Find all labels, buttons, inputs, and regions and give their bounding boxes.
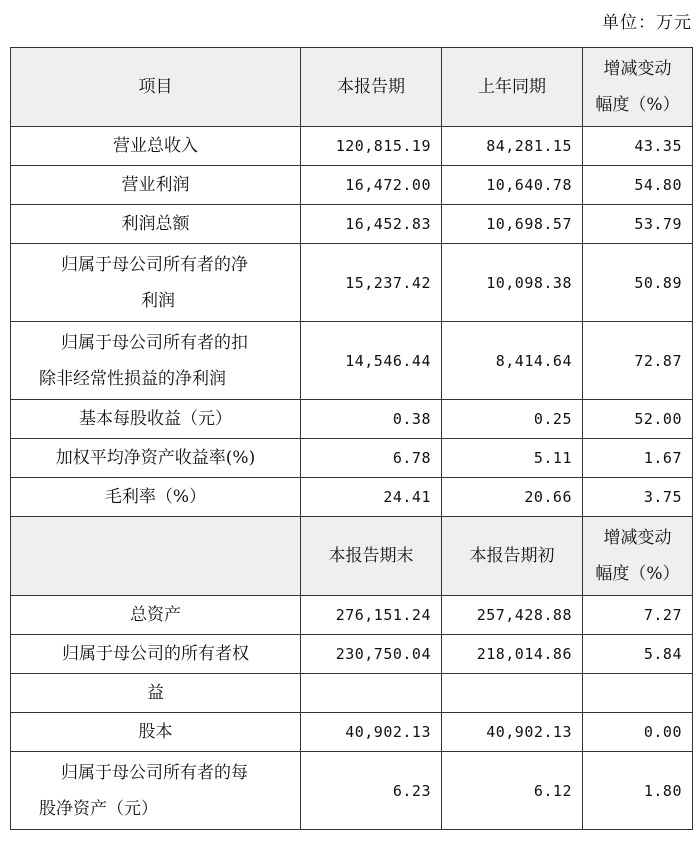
unit-label: 单位：万元 <box>602 13 692 33</box>
row-change: 54.80 <box>583 166 693 205</box>
row-label: 股本 <box>11 713 301 752</box>
header-change <box>583 48 693 127</box>
row-current: 120,815.19 <box>301 127 442 166</box>
row-current: 40,902.13 <box>301 713 442 752</box>
row-current: 14,546.44 <box>301 322 442 400</box>
row-change: 43.35 <box>583 127 693 166</box>
row-prior: 10,640.78 <box>442 166 583 205</box>
row-prior: 5.11 <box>442 439 583 478</box>
table-row <box>11 127 693 166</box>
subheader-change-line1: 增减变动 <box>603 528 672 548</box>
header-prior-period: 上年同期 <box>442 48 583 127</box>
row-prior <box>442 674 583 713</box>
row-label: 总资产 <box>11 596 301 635</box>
row-change: 1.67 <box>583 439 693 478</box>
row-current: 16,452.83 <box>301 205 442 244</box>
row-change: 72.87 <box>583 322 693 400</box>
row-prior: 84,281.15 <box>442 127 583 166</box>
row-label: 营业利润 <box>11 166 301 205</box>
table-row <box>11 713 693 752</box>
financial-summary-table <box>10 47 693 830</box>
row-label: 毛利率（%） <box>11 478 301 517</box>
table-row <box>11 674 693 713</box>
subheader-change <box>583 517 693 596</box>
row-label-line2: 除非经常性损益的净利润 <box>39 368 226 389</box>
row-label: 归属于母公司的所有者权 <box>11 635 301 674</box>
row-label <box>11 322 301 400</box>
row-prior: 218,014.86 <box>442 635 583 674</box>
subheader-change-line2: 幅度（%） <box>595 564 680 584</box>
table-row <box>11 635 693 674</box>
table-header-row <box>11 48 693 127</box>
header-current-period: 本报告期 <box>301 48 442 127</box>
row-label-line2: 利润 <box>141 290 175 311</box>
row-change: 1.80 <box>583 752 693 830</box>
header-change-line2: 幅度（%） <box>595 95 680 115</box>
row-label: 营业总收入 <box>11 127 301 166</box>
row-label: 利润总额 <box>11 205 301 244</box>
row-change: 7.27 <box>583 596 693 635</box>
subheader-period-start: 本报告期初 <box>442 517 583 596</box>
table-row <box>11 439 693 478</box>
row-label-line1: 归属于母公司所有者的每 <box>61 762 248 783</box>
row-prior: 257,428.88 <box>442 596 583 635</box>
row-prior: 6.12 <box>442 752 583 830</box>
row-current: 24.41 <box>301 478 442 517</box>
row-prior: 40,902.13 <box>442 713 583 752</box>
row-current: 6.78 <box>301 439 442 478</box>
table-row <box>11 596 693 635</box>
table-row <box>11 166 693 205</box>
row-current <box>301 674 442 713</box>
row-label-line1: 归属于母公司所有者的扣 <box>61 332 248 353</box>
row-label: 基本每股收益（元） <box>11 400 301 439</box>
header-change-line1: 增减变动 <box>603 59 672 79</box>
row-label-line1: 归属于母公司所有者的净 <box>61 254 248 275</box>
table-row <box>11 478 693 517</box>
row-current: 0.38 <box>301 400 442 439</box>
row-label <box>11 244 301 322</box>
table-subheader-row <box>11 517 693 596</box>
table-row <box>11 244 693 322</box>
row-current: 15,237.42 <box>301 244 442 322</box>
table-row <box>11 322 693 400</box>
row-change: 5.84 <box>583 635 693 674</box>
row-change: 0.00 <box>583 713 693 752</box>
row-prior: 10,698.57 <box>442 205 583 244</box>
row-change <box>583 674 693 713</box>
row-change: 52.00 <box>583 400 693 439</box>
table-row <box>11 752 693 830</box>
row-label: 加权平均净资产收益率(%) <box>11 439 301 478</box>
table-row <box>11 400 693 439</box>
row-prior: 0.25 <box>442 400 583 439</box>
subheader-period-end: 本报告期末 <box>301 517 442 596</box>
row-change: 50.89 <box>583 244 693 322</box>
row-label-line2: 股净资产（元） <box>39 798 158 819</box>
row-prior: 8,414.64 <box>442 322 583 400</box>
row-change: 53.79 <box>583 205 693 244</box>
row-prior: 20.66 <box>442 478 583 517</box>
header-item: 项目 <box>11 48 301 127</box>
row-current: 230,750.04 <box>301 635 442 674</box>
row-label <box>11 752 301 830</box>
row-change: 3.75 <box>583 478 693 517</box>
subheader-item <box>11 517 301 596</box>
row-label: 益 <box>11 674 301 713</box>
table-row <box>11 205 693 244</box>
row-current: 16,472.00 <box>301 166 442 205</box>
row-prior: 10,098.38 <box>442 244 583 322</box>
row-current: 276,151.24 <box>301 596 442 635</box>
row-current: 6.23 <box>301 752 442 830</box>
